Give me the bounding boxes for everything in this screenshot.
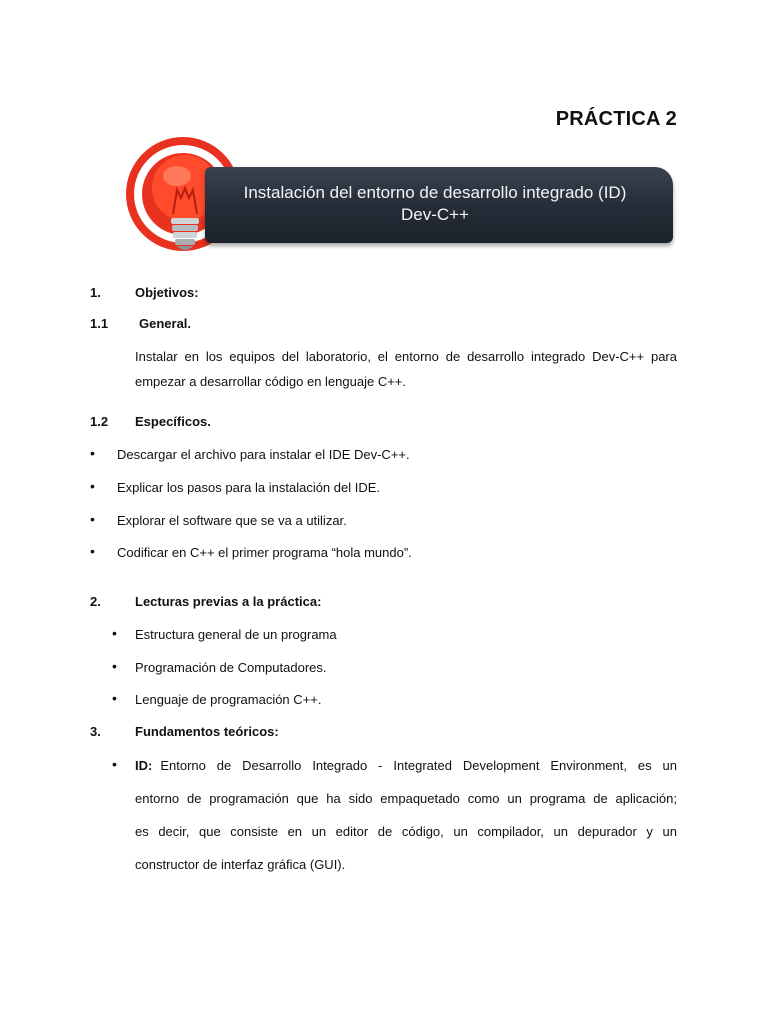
section-heading: Fundamentos teóricos: (135, 724, 279, 739)
paragraph-line: empezar a desarrollar código en lenguaje C++. (135, 374, 407, 389)
section-heading: Objetivos: (135, 285, 199, 300)
definition-term: ID: (135, 758, 153, 773)
paragraph-line: constructor de interfaz gráfica (GUI). (135, 857, 346, 872)
list-item: Codificar en C++ el primer programa “hola mundo”. (117, 545, 412, 560)
banner-title-line2: Dev-C++ (400, 205, 470, 224)
section-number: 1. (90, 285, 101, 300)
page-title: PRÁCTICA 2 (555, 108, 677, 130)
list-item: Programación de Computadores. (135, 660, 327, 675)
paragraph-line: entorno de programación que ha sido empaquetado como un programa de aplicación; (135, 791, 677, 806)
section-number: 3. (90, 724, 101, 739)
list-item: Explorar el software que se va a utilizar. (117, 513, 347, 528)
section-heading: Lecturas previas a la práctica: (135, 594, 322, 609)
section-number: 2. (90, 594, 101, 609)
list-item: Descargar el archivo para instalar el IDE Dev-C++. (117, 447, 410, 462)
subsection-heading: Específicos. (135, 414, 211, 429)
bullet-icon: • (90, 511, 95, 527)
title-banner (125, 130, 685, 270)
bullet-icon: • (112, 625, 117, 641)
list-item: Estructura general de un programa (135, 627, 337, 642)
definition-line (135, 758, 677, 773)
list-item: Lenguaje de programación C++. (135, 692, 322, 707)
bullet-icon: • (112, 658, 117, 674)
paragraph-line: Instalar en los equipos del laboratorio, el entorno de desarrollo integrado Dev-C++ para (135, 349, 677, 364)
bullet-icon: • (112, 690, 117, 706)
subsection-number: 1.2 (90, 414, 109, 429)
banner-title-line1: Instalación del entorno de desarrollo integrado (ID) (243, 183, 627, 202)
banner-title (215, 182, 655, 226)
bullet-icon: • (90, 478, 95, 494)
paragraph-line: es decir, que consiste en un editor de código, un compilador, un depurador y un (135, 824, 677, 839)
definition-text: Entorno de Desarrollo Integrado - Integrated Development Environment, es un (160, 758, 677, 773)
subsection-number: 1.1 (90, 316, 109, 331)
bullet-icon: • (112, 756, 117, 772)
subsection-heading: General. (139, 316, 192, 331)
bullet-icon: • (90, 543, 95, 559)
list-item: Explicar los pasos para la instalación del IDE. (117, 480, 381, 495)
bullet-icon: • (90, 445, 95, 461)
